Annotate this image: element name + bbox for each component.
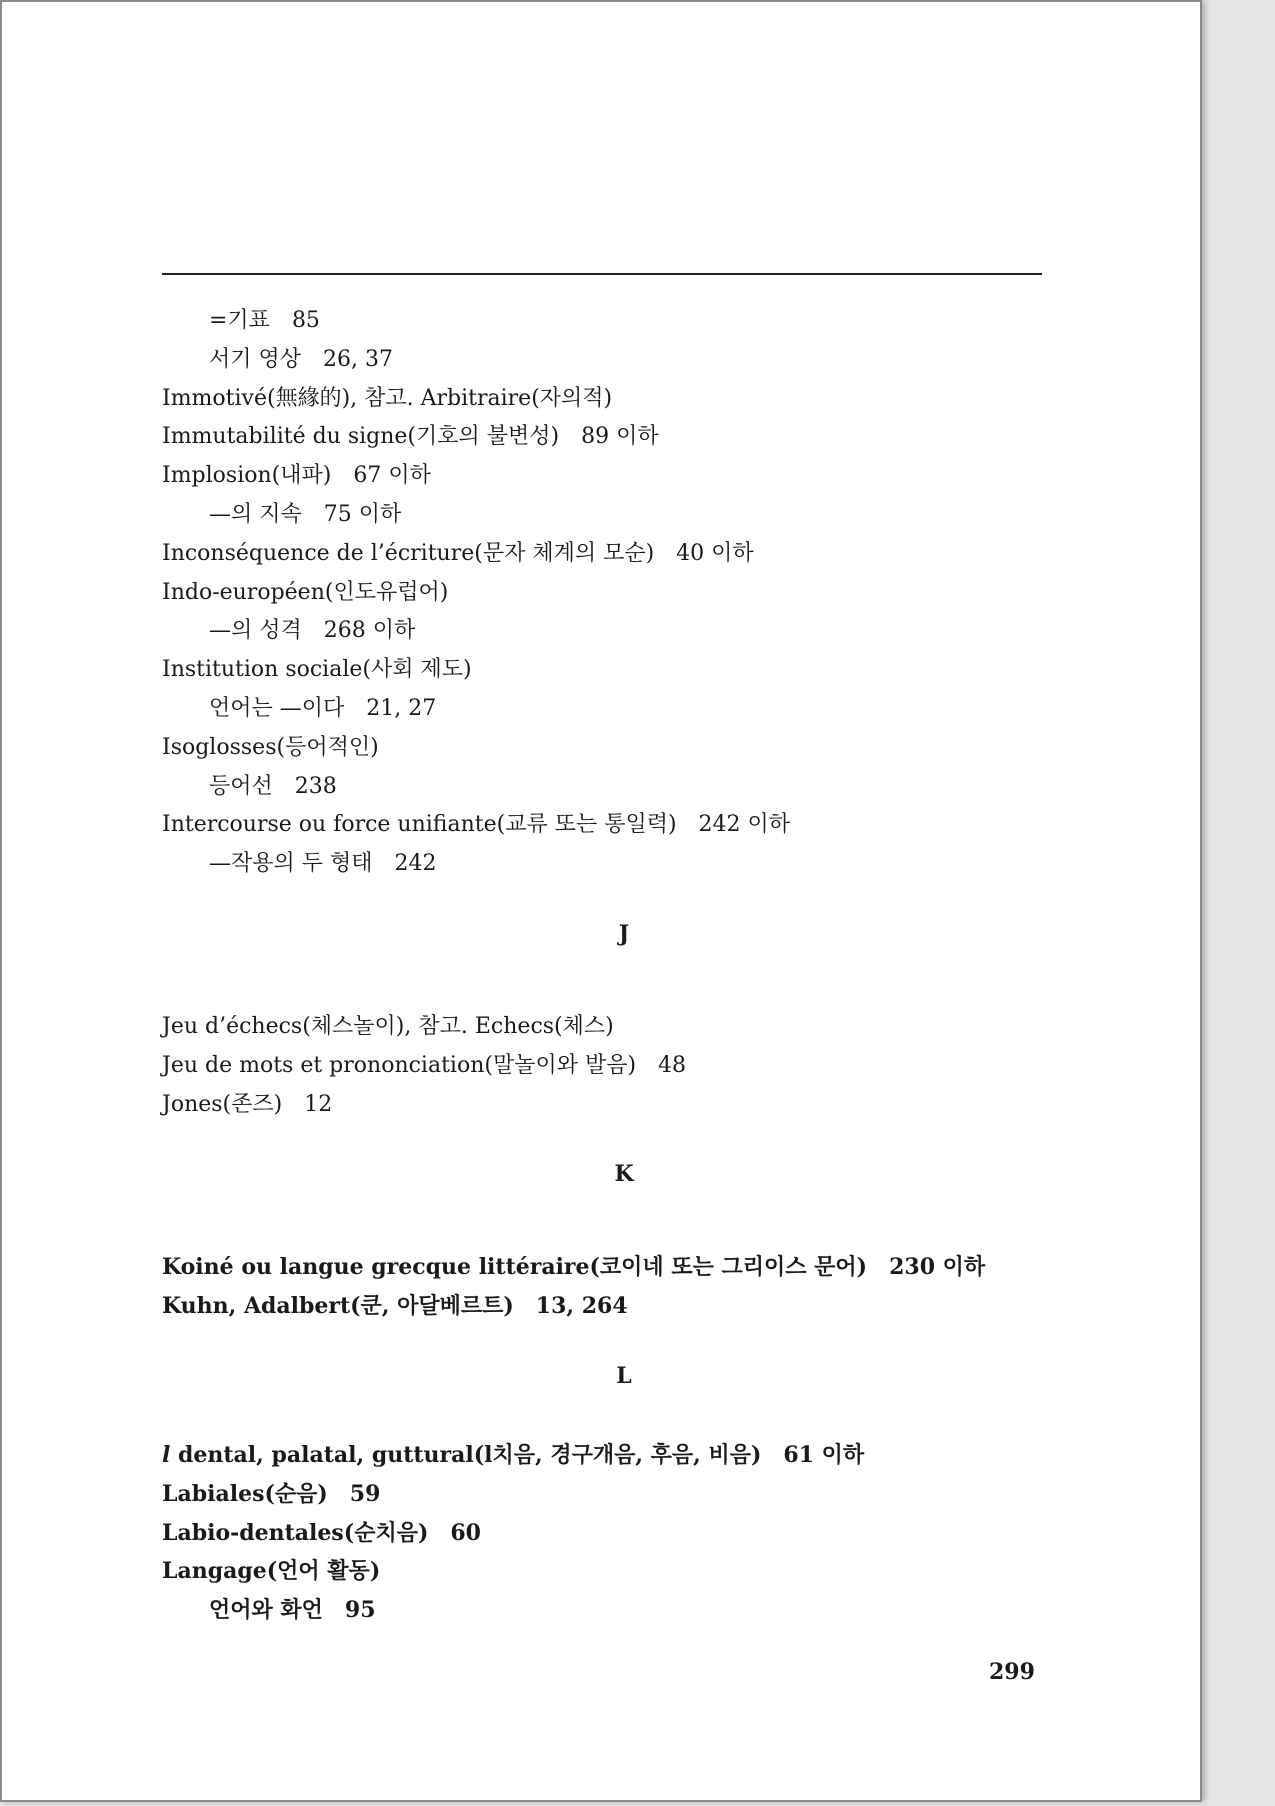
- section-heading-j: J: [618, 920, 630, 947]
- index-entry: Isoglosses(등어적인): [162, 734, 379, 760]
- index-entry: Koiné ou langue grecque littéraire(코이네 또는 그리이스 문어) 230 이하: [162, 1254, 986, 1281]
- index-entry: Langage(언어 활동): [162, 1558, 381, 1585]
- index-entry: Institution sociale(사회 제도): [162, 657, 472, 683]
- index-subentry: 서기 영상 26, 37: [209, 346, 393, 372]
- index-entry: Intercourse ou force unifiante(교류 또는 통일력) 242 이하: [162, 812, 791, 838]
- index-subentry: 언어는 —이다 21, 27: [209, 695, 437, 721]
- index-entry: Kuhn, Adalbert(쿤, 아달베르트) 13, 264: [162, 1293, 628, 1320]
- index-entry: Inconséquence de l’écriture(문자 체계의 모순) 40 이하: [162, 540, 754, 566]
- index-entry: Indo-européen(인도유럽어): [162, 579, 449, 605]
- index-list: [162, 302, 1042, 1630]
- index-subentry: —의 성격 268 이하: [209, 618, 416, 644]
- section-heading-l: L: [616, 1362, 632, 1389]
- index-subentry: 언어와 화언 95: [209, 1597, 376, 1624]
- section-gap: [162, 966, 1042, 1008]
- index-entry: Immutabilité du signe(기호의 불변성) 89 이하: [162, 424, 659, 450]
- index-entry: l dental, palatal, guttural(l치음, 경구개음, 후음, 비음) 61 이하: [162, 1441, 865, 1468]
- index-subentry: —의 지속 75 이하: [209, 501, 402, 527]
- index-entry: Implosion(내파) 67 이하: [162, 463, 431, 489]
- index-entry: Jeu de mots et prononciation(말놀이와 발음) 48: [162, 1052, 687, 1078]
- index-entry: Jones(존즈) 12: [162, 1091, 333, 1117]
- page-number: 299: [989, 1659, 1035, 1685]
- index-entry: Labio-dentales(순치음) 60: [162, 1519, 481, 1546]
- index-entry: Immotivé(無緣的), 참고. Arbitraire(자의적): [162, 385, 613, 411]
- section-gap: [162, 1206, 1042, 1248]
- header-rule: [162, 273, 1042, 275]
- index-subentry: 등어선 238: [209, 773, 337, 799]
- index-entry: Jeu d’échecs(체스놀이), 참고. Echecs(체스): [162, 1013, 614, 1039]
- section-gap: [162, 1408, 1042, 1436]
- section-heading-k: K: [614, 1161, 634, 1188]
- index-subentry: —작용의 두 형태 242: [209, 851, 437, 877]
- index-subentry: =기표 85: [209, 308, 320, 333]
- index-entry: Labiales(순음) 59: [162, 1480, 381, 1507]
